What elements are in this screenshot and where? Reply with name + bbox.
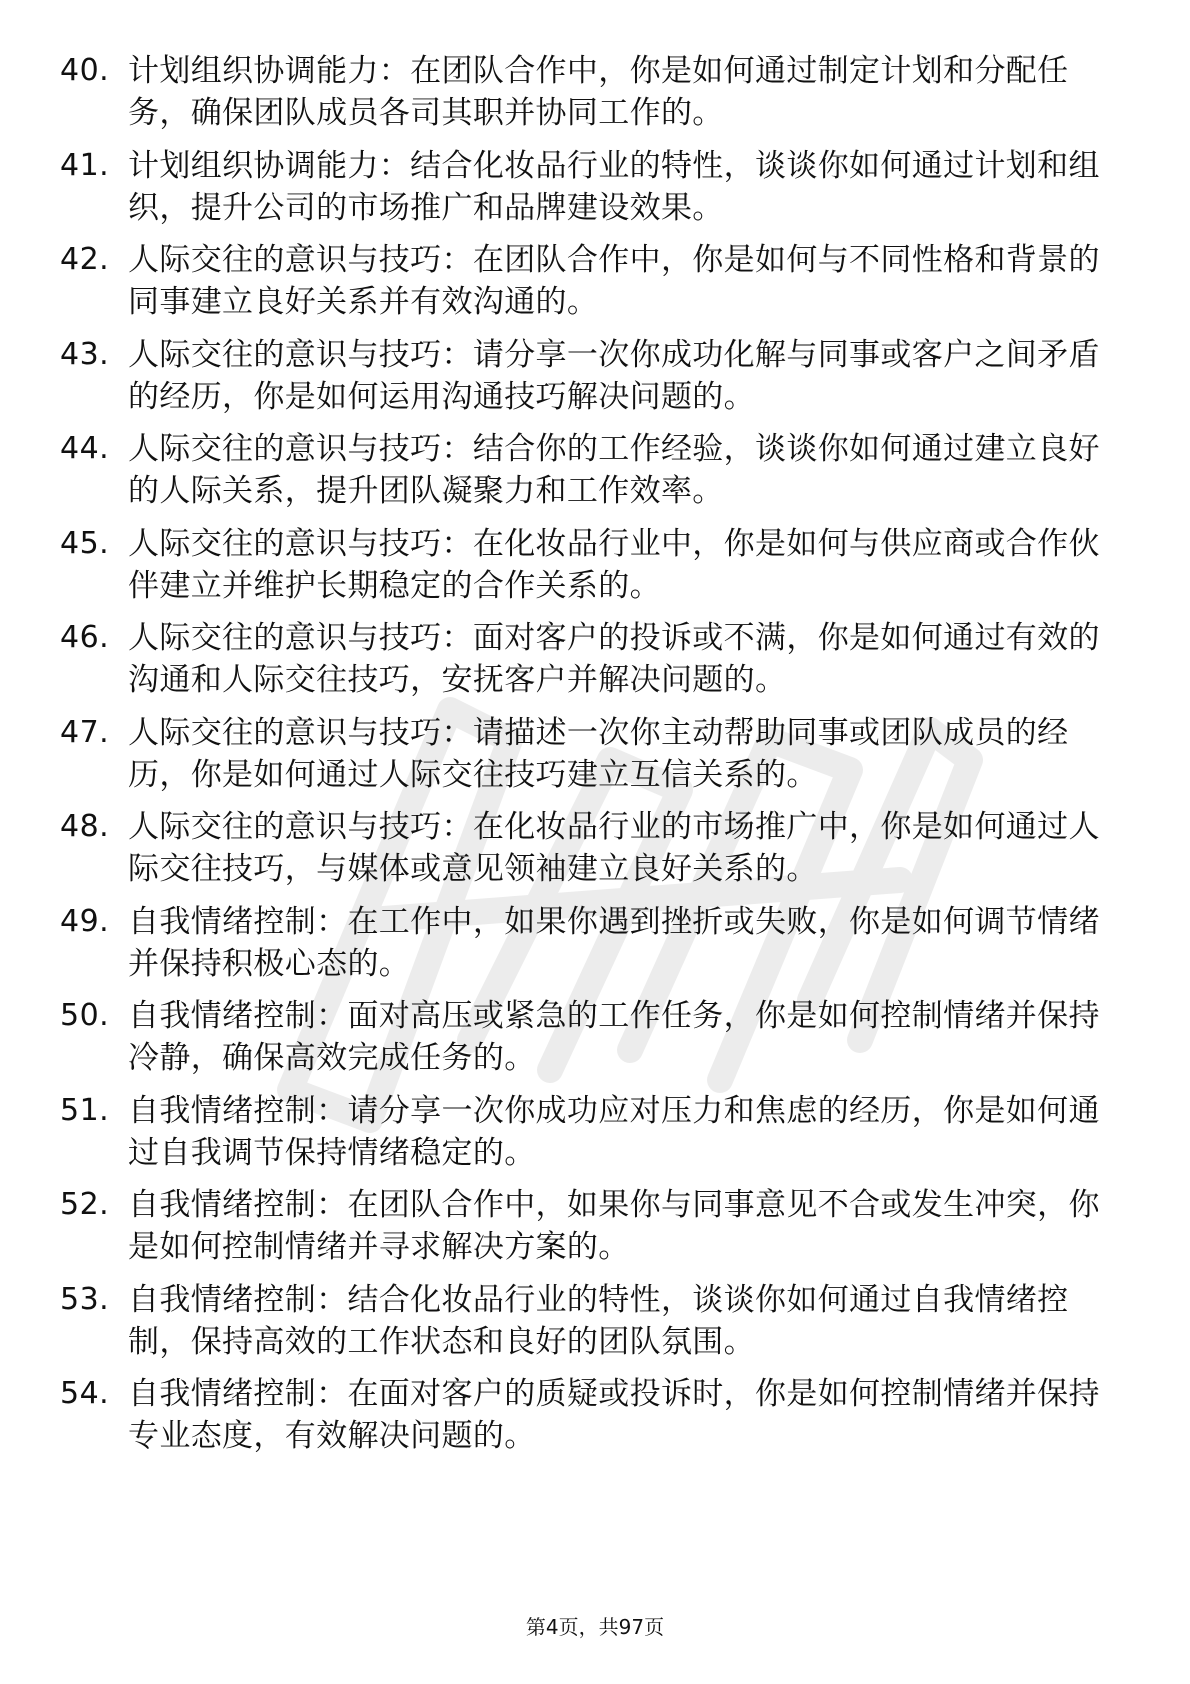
question-text: 自我情绪控制：在面对客户的质疑或投诉时，你是如何控制情绪并保持专业态度，有效解决问题的。 [128, 1376, 1100, 1454]
question-item [0, 145, 1190, 240]
question-number: 53. [60, 1281, 110, 1317]
question-item [0, 901, 1190, 996]
question-number: 49. [60, 903, 110, 939]
question-number: 43. [60, 336, 110, 372]
question-item [0, 334, 1190, 429]
question-number: 48. [60, 809, 110, 844]
question-text: 自我情绪控制：结合化妆品行业的特性，谈谈你如何通过自我情绪控制，保持高效的工作状态和良好的团队氛围。 [128, 1281, 1069, 1360]
question-number: 40. [60, 53, 110, 88]
question-item [0, 995, 1190, 1090]
question-number: 41. [60, 147, 110, 183]
question-text: 计划组织协调能力：在团队合作中，你是如何通过制定计划和分配任务，确保团队成员各司其职并协同工作的。 [128, 53, 1069, 131]
question-number: 54. [60, 1376, 110, 1411]
question-number: 45. [60, 525, 110, 561]
question-number: 46. [60, 620, 110, 655]
question-item [0, 712, 1190, 807]
question-text: 人际交往的意识与技巧：结合你的工作经验，谈谈你如何通过建立良好的人际关系，提升团队凝聚力和工作效率。 [128, 431, 1100, 509]
question-item [0, 239, 1190, 334]
question-list [0, 50, 1190, 1468]
question-text: 计划组织协调能力：结合化妆品行业的特性，谈谈你如何通过计划和组织，提升公司的市场推广和品牌建设效果。 [128, 147, 1100, 226]
question-text: 人际交往的意识与技巧：在团队合作中，你是如何与不同性格和背景的同事建立良好关系并有效沟通的。 [128, 242, 1100, 320]
question-number: 42. [60, 242, 110, 277]
question-item [0, 50, 1190, 145]
page-footer [0, 1614, 1190, 1640]
question-text: 自我情绪控制：请分享一次你成功应对压力和焦虑的经历，你是如何通过自我调节保持情绪稳定的。 [128, 1092, 1100, 1171]
question-number: 44. [60, 431, 110, 466]
question-number: 51. [60, 1092, 110, 1128]
question-item [0, 1184, 1190, 1279]
question-item [0, 1373, 1190, 1468]
question-text: 自我情绪控制：面对高压或紧急的工作任务，你是如何控制情绪并保持冷静，确保高效完成任务的。 [128, 998, 1100, 1076]
question-item [0, 1090, 1190, 1185]
question-item [0, 617, 1190, 712]
question-text: 人际交往的意识与技巧：面对客户的投诉或不满，你是如何通过有效的沟通和人际交往技巧，安抚客户并解决问题的。 [128, 620, 1100, 698]
question-text: 人际交往的意识与技巧：请分享一次你成功化解与同事或客户之间矛盾的经历，你是如何运用沟通技巧解决问题的。 [128, 336, 1100, 415]
question-item [0, 1279, 1190, 1374]
page-number-label: 第4页，共97页 [525, 1615, 665, 1639]
question-number: 47. [60, 714, 110, 750]
question-number: 52. [60, 1187, 110, 1222]
question-item [0, 523, 1190, 618]
question-item [0, 806, 1190, 901]
question-text: 人际交往的意识与技巧：请描述一次你主动帮助同事或团队成员的经历，你是如何通过人际交往技巧建立互信关系的。 [128, 714, 1069, 793]
question-text: 人际交往的意识与技巧：在化妆品行业的市场推广中，你是如何通过人际交往技巧，与媒体或意见领袖建立良好关系的。 [128, 809, 1100, 887]
question-text: 自我情绪控制：在团队合作中，如果你与同事意见不合或发生冲突，你是如何控制情绪并寻求解决方案的。 [128, 1187, 1100, 1265]
question-item [0, 428, 1190, 523]
question-text: 自我情绪控制：在工作中，如果你遇到挫折或失败，你是如何调节情绪并保持积极心态的。 [128, 903, 1100, 982]
question-number: 50. [60, 998, 110, 1033]
question-text: 人际交往的意识与技巧：在化妆品行业中，你是如何与供应商或合作伙伴建立并维护长期稳定的合作关系的。 [128, 525, 1100, 604]
